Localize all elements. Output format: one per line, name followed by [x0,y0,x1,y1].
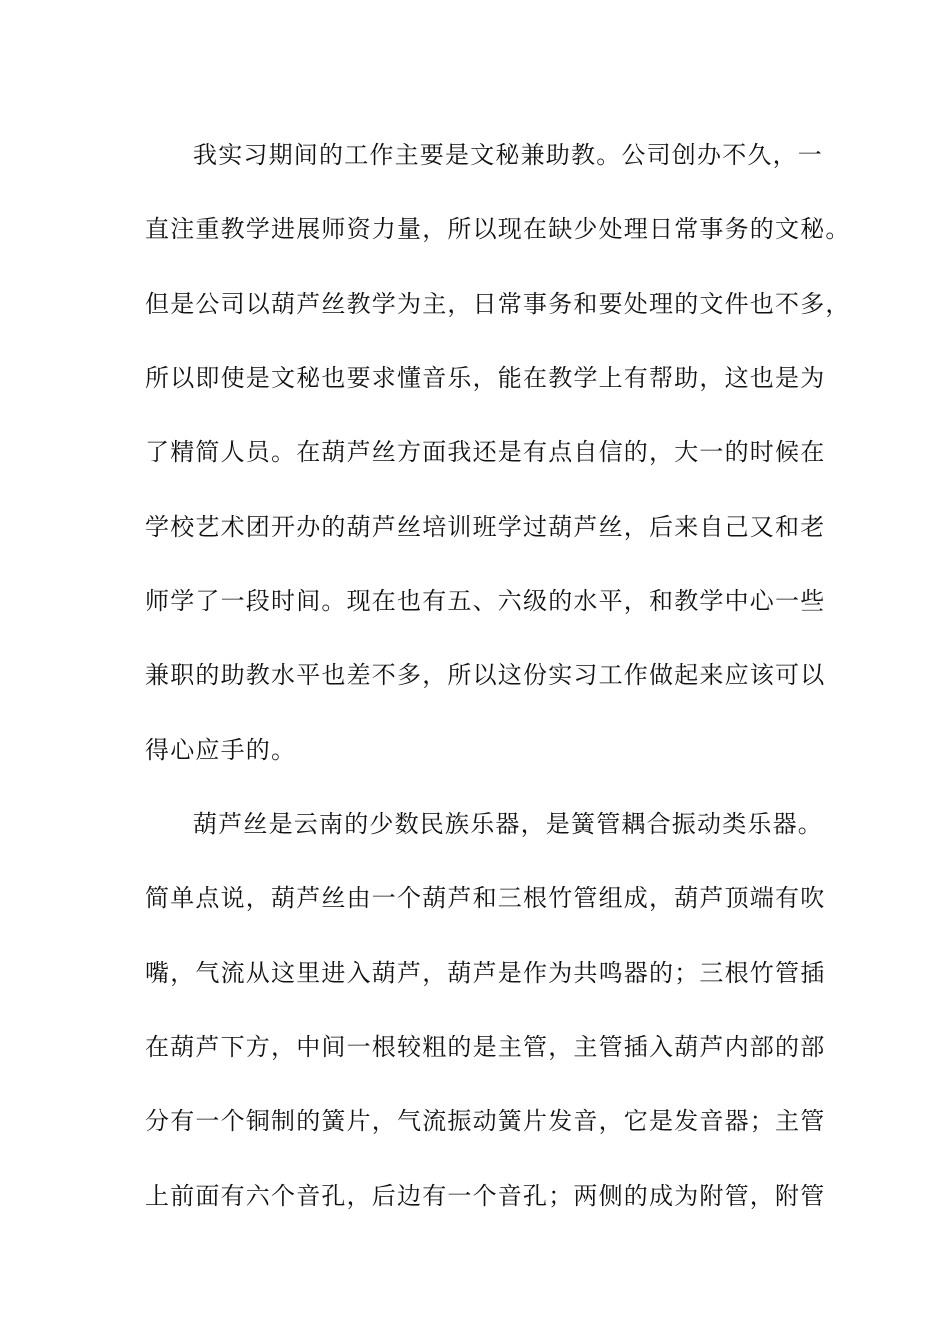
paragraph-1-line-8: 兼职的助教水平也差不多，所以这份实习工作做起来应该可以 [145,661,826,689]
paragraph-1-line-7: 师学了一段时间。现在也有五、六级的水平，和教学中心一些 [145,587,826,615]
paragraph-2-line-2: 简单点说，葫芦丝由一个葫芦和三根竹管组成，葫芦顶端有吹 [145,884,826,912]
paragraph-2-line-5: 分有一个铜制的簧片，气流振动簧片发音，它是发音器；主管 [145,1107,826,1135]
paragraph-1-line-1: 我实习期间的工作主要是文秘兼助教。公司创办不久，一 [193,141,823,169]
paragraph-1-line-9: 得心应手的。 [145,736,297,764]
paragraph-1-line-2: 直注重教学进展师资力量，所以现在缺少处理日常事务的文秘。 [145,215,851,243]
paragraph-2-line-4: 在葫芦下方，中间一根较粗的是主管，主管插入葫芦内部的部 [145,1033,826,1061]
paragraph-1-line-5: 了精简人员。在葫芦丝方面我还是有点自信的，大一的时候在 [145,438,826,466]
paragraph-2-line-1: 葫芦丝是云南的少数民族乐器，是簧管耦合振动类乐器。 [193,810,823,838]
paragraph-2-line-6: 上前面有六个音孔，后边有一个音孔；两侧的成为附管，附管 [145,1182,826,1210]
paragraph-2-line-3: 嘴，气流从这里进入葫芦，葫芦是作为共鸣器的；三根竹管插 [145,959,826,987]
paragraph-1-line-3: 但是公司以葫芦丝教学为主，日常事务和要处理的文件也不多， [145,290,851,318]
paragraph-1-line-4: 所以即使是文秘也要求懂音乐，能在教学上有帮助，这也是为 [145,364,826,392]
paragraph-1-line-6: 学校艺术团开办的葫芦丝培训班学过葫芦丝，后来自己又和老 [145,513,826,541]
